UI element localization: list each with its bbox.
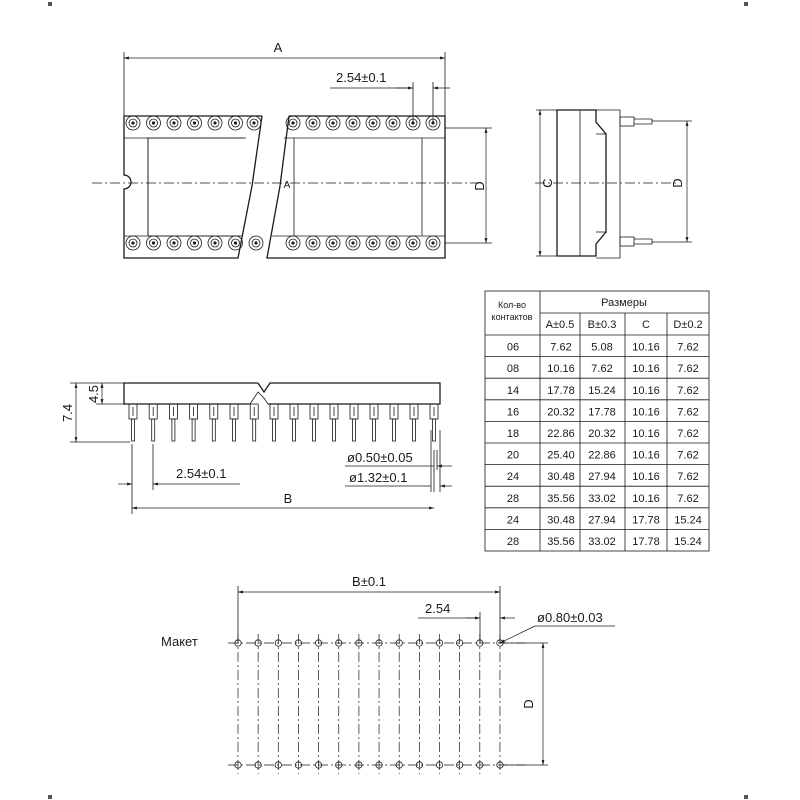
dimensions-table [485,291,709,551]
front-pin [410,404,418,441]
pin-pad [326,116,340,130]
front-pin [210,404,218,441]
front-pin-row [129,404,438,441]
front-view [60,383,452,514]
table-cell: 28 [506,536,520,548]
table-cell: 5.08 [591,341,613,354]
table-row [507,514,702,526]
table-cell: 24 [506,514,520,527]
side-dim-c-label: C [540,178,555,188]
table-group-header: Размеры [601,297,647,309]
table-cell: 10.16 [547,363,575,376]
table-cell: 10.16 [632,471,660,484]
pin-pad [346,236,360,250]
table-cell: 35.56 [547,492,575,505]
table-cell: 28 [506,492,520,505]
table-cell: 10.16 [632,363,660,376]
table-column-header: A±0.5 [545,319,575,331]
table-column-header: C [642,319,650,331]
pin-pad [167,116,181,130]
table-cell: 33.02 [588,492,616,505]
table-cell: 20.32 [547,406,575,419]
front-pin [330,404,338,441]
table-cell: 7.62 [677,449,699,462]
table-row [507,363,699,375]
table-cell: 7.62 [677,428,699,440]
table-cell: 22.86 [547,428,575,440]
table-row [507,385,699,397]
pin-pad [286,236,300,250]
pin-pad [126,236,140,250]
front-pin-dia-label: ø0.50±0.05 [347,450,413,465]
table-column-header: B±0.3 [587,319,617,331]
pin-pad [126,116,140,130]
table-cell: 35.56 [547,536,575,548]
front-pin [129,404,137,441]
front-pin [169,404,177,441]
table-cell: 10.16 [632,492,660,505]
pin-pad [147,236,161,250]
table-cell: 22.86 [588,449,616,462]
table-cell: 7.62 [677,406,699,419]
pin-pad [386,236,400,250]
table-cell: 20.32 [588,428,616,440]
front-body [124,383,440,404]
table-cell: 14 [506,384,520,397]
pin-pad [208,236,222,250]
table-cell: 17.78 [588,406,616,419]
table-cell: 24 [506,471,520,484]
table-cell: 10.16 [632,341,660,354]
top-key-label: A [283,180,291,191]
table-column-header: D±0.2 [673,319,703,331]
layout-dim-b-label: B±0.1 [352,574,386,589]
table-cell: 16 [506,406,520,419]
pin-pad [208,116,222,130]
table-cell: 10.16 [632,428,660,440]
pin-pad [147,116,161,130]
pin-pad [366,236,380,250]
front-pin [270,404,278,441]
table-cell: 7.62 [677,384,699,397]
table-cell: 17.78 [632,536,660,548]
pin-pad [346,116,360,130]
table-cell: 30.48 [547,514,575,527]
side-view [535,110,692,258]
dim-a-label: A [273,40,283,55]
table-cell: 17.78 [632,514,660,527]
pin-pad [306,116,320,130]
table-cell: 7.62 [677,341,699,354]
front-dim-45-label: 4.5 [86,384,101,404]
pin-pad [247,116,261,130]
table-cell: 06 [506,341,520,354]
top-dim-d-label: D [472,181,487,191]
front-pin [190,404,198,441]
pin-pad [426,236,440,250]
front-dim-74-label: 7.4 [60,403,75,423]
table-row [507,342,699,354]
table-row [507,493,699,505]
top-body-left [124,116,262,258]
table-column-headers [546,319,703,331]
table-cell: 7.62 [677,471,699,484]
layout-dim-d-label: D [521,699,536,709]
top-view [92,40,492,258]
table-cell: 27.94 [588,514,616,527]
pin-pad [229,116,243,130]
table-cell: 15.24 [588,384,616,397]
layout-hole-grid [235,634,503,774]
table-cell: 10.16 [632,449,660,462]
front-pin [350,404,358,441]
pin-pad [188,236,202,250]
pin-pad [406,236,420,250]
table-cell: 33.02 [588,536,616,548]
table-cell: 7.62 [677,492,699,505]
table-row [507,406,699,418]
table-cell: 7.62 [677,363,699,376]
front-pin [149,404,157,441]
top-window-left [148,138,244,236]
table-cell: 15.24 [674,514,702,527]
table-cell: 17.78 [547,384,575,397]
front-dim-b-label: B [283,491,293,506]
table-cell: 15.24 [674,536,702,548]
layout-hole-dia-label: ø0.80±0.03 [537,610,603,625]
table-cell: 7.62 [550,341,572,354]
table-cell: 30.48 [547,471,575,484]
table-cell: 20 [506,449,520,462]
front-pin [310,404,318,441]
table-cell: 7.62 [591,363,613,376]
pin-pad [366,116,380,130]
table-cell: 10.16 [632,384,660,397]
table-row [507,471,699,483]
table-count-header-line1: Кол-во [498,300,526,310]
front-pin [390,404,398,441]
top-pitch-label: 2.54±0.1 [336,70,387,85]
pin-pad [306,236,320,250]
table-cell: 25.40 [547,449,575,462]
table-row [507,450,699,462]
front-pin [250,404,258,441]
front-pin [290,404,298,441]
table-row [507,428,699,440]
pin-pad [188,116,202,130]
table-body [485,342,709,548]
table-count-header-line2: контактов [491,312,533,322]
front-collar-dia-label: ø1.32±0.1 [349,470,408,485]
front-pitch-label: 2.54±0.1 [176,466,227,481]
table-cell: 18 [506,428,520,440]
table-cell: 08 [506,363,520,376]
layout-pitch-label: 2.54 [425,601,451,616]
pin-pad [167,236,181,250]
front-pin [370,404,378,441]
side-dim-d-label: D [670,178,685,188]
table-cell: 27.94 [588,471,616,484]
pin-pad [326,236,340,250]
layout-view [161,574,615,774]
table-cell: 10.16 [632,406,660,419]
front-pin [230,404,238,441]
pin-pad [386,116,400,130]
layout-title: Макет [161,634,198,649]
table-row [507,536,702,548]
pin-pad [249,236,263,250]
